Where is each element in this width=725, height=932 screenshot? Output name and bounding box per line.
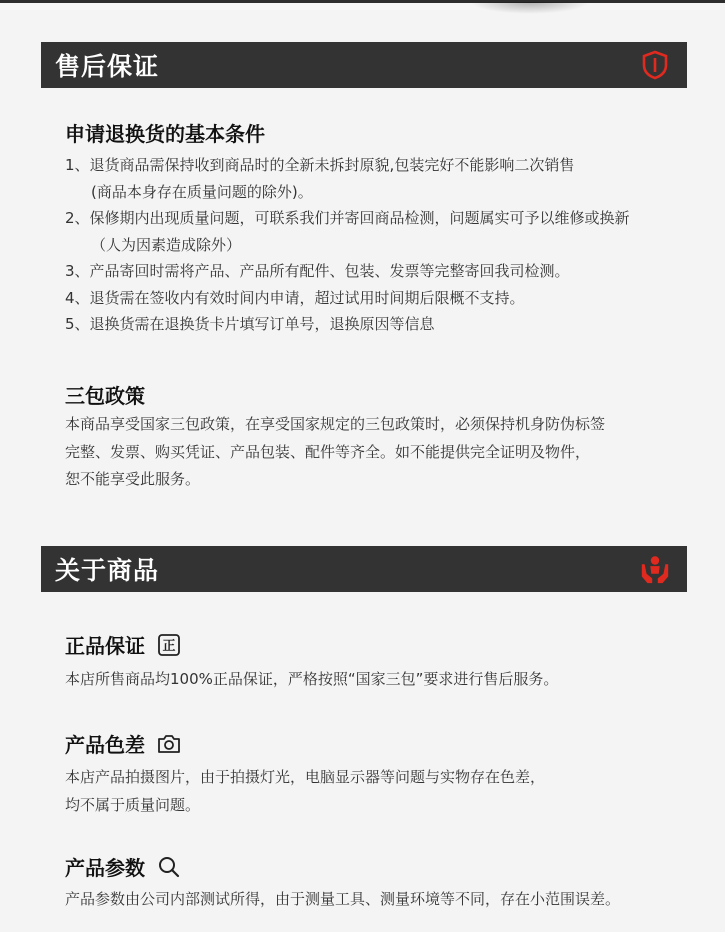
top-shadow [470, 2, 590, 14]
policy-text [65, 411, 705, 494]
genuine-text [65, 666, 705, 694]
color-diff-block [65, 729, 705, 758]
condition-text: 2、保修期内出现质量问题，可联系我们并寄回商品检测，问题属实可予以维修或换新 [65, 209, 630, 227]
section-title: 关于商品 [55, 556, 160, 585]
genuine-badge-icon [157, 633, 181, 657]
section-header-after-sales [41, 42, 687, 88]
policy-line: 恕不能享受此服务。 [65, 470, 201, 488]
genuine-block [65, 630, 705, 659]
policy-block [65, 380, 705, 409]
policy-line: 完整、发票、购买凭证、产品包装、配件等齐全。如不能提供完全证明及物件， [65, 442, 591, 461]
section-title: 售后保证 [55, 52, 160, 81]
hands-care-icon [639, 553, 671, 585]
params-line: 产品参数由公司内部测试所得，由于测量工具、测量环境等不同，存在小范围误差。 [65, 890, 621, 908]
color-diff-line: 本店产品拍摄图片，由于拍摄灯光，电脑显示器等问题与实物存在色差， [65, 768, 546, 786]
condition-item [65, 311, 705, 338]
color-diff-title: 产品色差 [65, 733, 145, 757]
section-header-about-product [41, 546, 687, 592]
condition-item [65, 285, 705, 312]
params-title: 产品参数 [65, 856, 145, 880]
search-icon [157, 855, 181, 879]
condition-text: 3、产品寄回时需将产品、产品所有配件、包装、发票等完整寄回我司检测。 [65, 262, 570, 280]
conditions-title: 申请退换货的基本条件 [65, 122, 265, 146]
condition-text: 4、退货需在签收内有效时间内申请，超过试用时间期后限概不支持。 [65, 288, 525, 307]
condition-item [65, 258, 705, 285]
condition-text: 5、退换货需在退换货卡片填写订单号，退换原因等信息 [65, 315, 435, 333]
svg-text:正: 正 [162, 638, 176, 654]
policy-title: 三包政策 [65, 384, 145, 408]
condition-item [65, 152, 705, 205]
params-block [65, 852, 705, 881]
params-text [65, 886, 705, 914]
color-diff-text [65, 764, 705, 819]
condition-note: (商品本身存在质量问题的除外)。 [91, 182, 313, 201]
top-divider [0, 0, 725, 3]
condition-note: （人为因素造成除外） [91, 235, 242, 254]
policy-line: 本商品享受国家三包政策，在享受国家规定的三包政策时，必须保持机身防伪标签 [65, 415, 606, 433]
condition-text: 1、退货商品需保持收到商品时的全新未拆封原貌,包装完好不能影响二次销售 [65, 156, 575, 174]
conditions-list [65, 152, 705, 338]
return-conditions [65, 118, 705, 147]
shield-icon [639, 49, 671, 81]
genuine-title: 正品保证 [65, 634, 145, 658]
color-diff-line: 均不属于质量问题。 [65, 795, 201, 814]
camera-icon [157, 732, 181, 756]
condition-item [65, 205, 705, 258]
genuine-line: 本店所售商品均100%正品保证，严格按照“国家三包”要求进行售后服务。 [65, 670, 559, 688]
